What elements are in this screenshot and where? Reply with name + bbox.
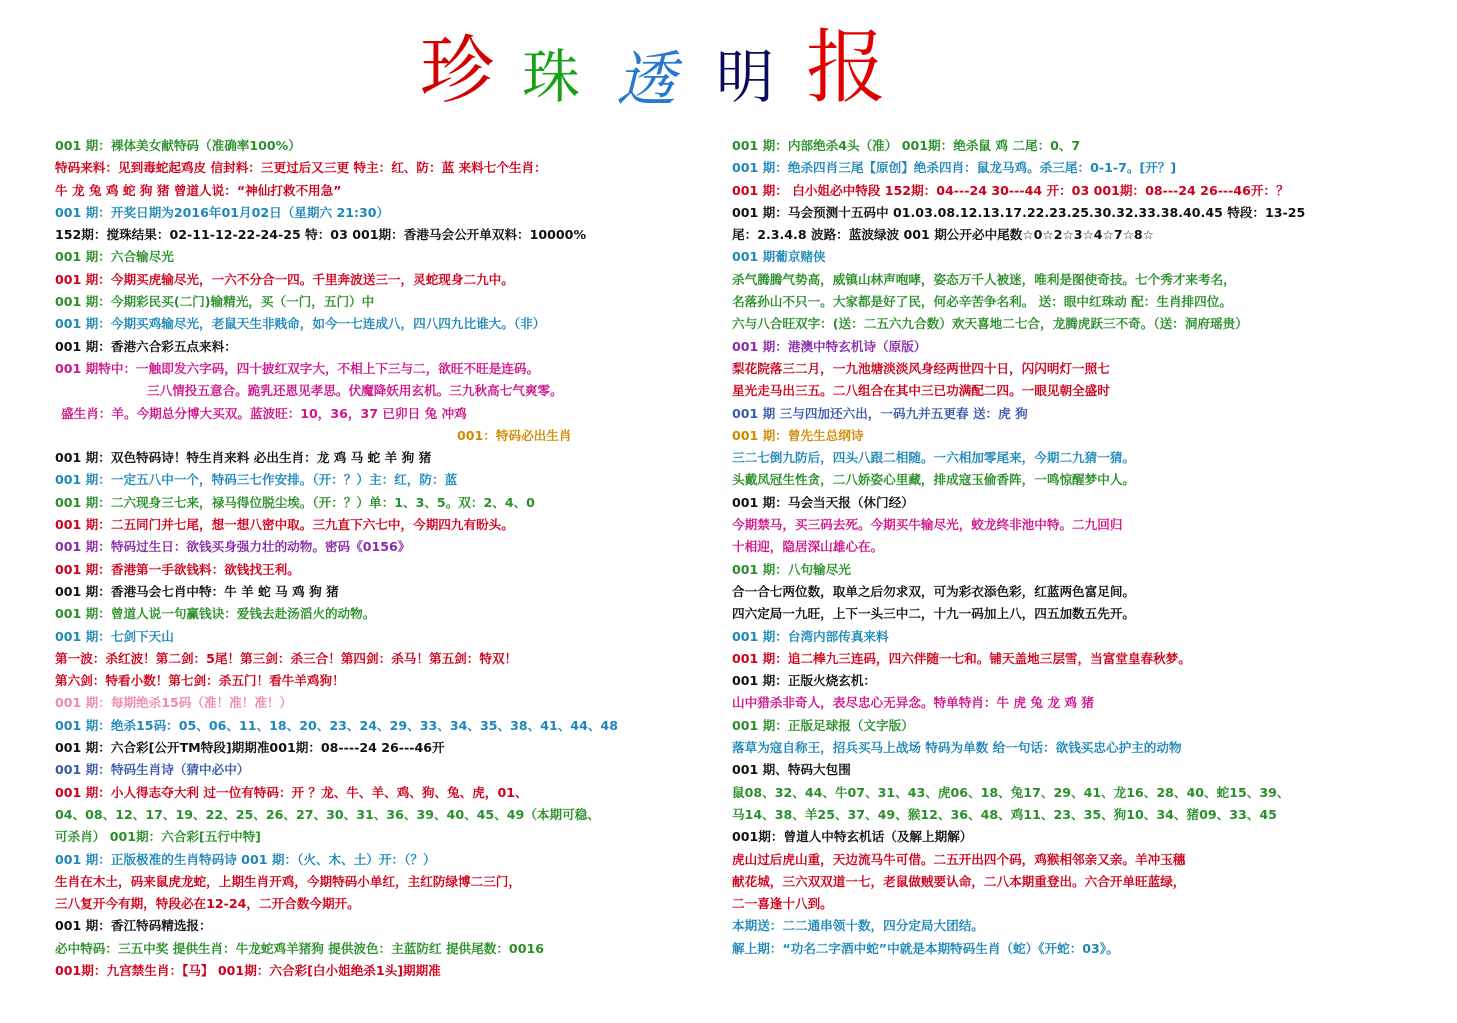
- text-line: 特码来料：见到毒蛇起鸡皮 信封料：三更过后又三更 特主：红、防：蓝 来料七个生肖：: [55, 160, 547, 176]
- text-line: 152期：搅珠结果：02-11-12-22-24-25 特：03 001期：香港马会公开单双料：10000%: [55, 227, 587, 243]
- text-line: 001 期：正版极准的生肖特码诗 001 期：（火、木、土）开：（？）: [55, 851, 436, 867]
- title-char-5: 报: [806, 21, 886, 114]
- text-line: 001 期：香港马会七肖中特：牛 羊 蛇 马 鸡 狗 猪: [55, 583, 339, 599]
- text-line: 本期送：二二通串领十数，四分定局大团结。: [732, 918, 984, 934]
- text-line: 梨花院落三二月，一九池塘淡淡风身经两世四十日，闪闪明灯一照七: [732, 360, 1110, 376]
- text-line: 解上期：“功名二字酒中蛇”中就是本期特码生肖（蛇）《开蛇：03》。: [732, 940, 1119, 956]
- text-line: 001 期：马会当天报（休门经）: [732, 494, 914, 510]
- text-line: 虎山过后虎山重，天边流马牛可借。二五开出四个码，鸡猴相邻亲又亲。羊冲玉穗: [732, 851, 1186, 867]
- text-line: 001 期：绝杀四肖三尾【原创】绝杀四肖：鼠龙马鸡。杀三尾：0-1-7。[开？]: [732, 160, 1177, 176]
- page-title: [420, 21, 900, 118]
- text-line: 001 期：六合彩[公开TM特段]期期准001期：08----24 26---46开: [55, 740, 445, 756]
- text-line: 001 期：每期绝杀15码（准！准！准！）: [55, 695, 293, 711]
- text-line: 落草为寇自称王，招兵买马上战场 特码为单数 给一句话：欲钱买忠心护主的动物: [732, 740, 1182, 756]
- text-line: 001 期：二六现身三七来，禄马得位脱尘埃。（开：？）单：1、3、5。双：2、4、0: [55, 494, 535, 510]
- text-line: 生肖在木土，码来鼠虎龙蛇，上期生肖开鸡，今期特码小单红，主红防绿博二三门，: [55, 873, 521, 889]
- text-line: 001 期：追二棒九三连码，四六伴随一七和。铺天盖地三层雪，当富堂皇春秋梦。: [732, 650, 1191, 666]
- text-line: 牛 龙 兔 鸡 蛇 狗 猪 曾道人说：“神仙打救不用急”: [55, 182, 342, 198]
- text-line: 001 期：特码生肖诗（猜中必中）: [55, 762, 250, 778]
- text-line: 今期禁马，买三码去死。今期买牛输尽光，蛟龙终非池中特。二九回归: [732, 517, 1123, 533]
- text-line: 星光走马出三五。二八组合在其中三已功满配二四。一眼见朝全盛时: [732, 383, 1110, 399]
- text-line: 山中猎杀非奇人，表尽忠心无异念。特单特肖：牛 虎 兔 龙 鸡 猪: [732, 695, 1094, 711]
- text-line: 001 期：六合输尽光: [55, 249, 174, 265]
- text-line: 001 期：绝杀15码：05、06、11、18、20、23、24、29、33、34、35、38、41、44、48: [55, 717, 618, 733]
- text-line: 001 期：一定五八中一个，特码三七作安排。（开：？）主：红，防：蓝: [55, 472, 458, 488]
- text-line: 尾：2.3.4.8 波路：蓝波绿波 001 期公开必中尾数☆0☆2☆3☆4☆7☆8☆: [732, 227, 1154, 243]
- text-line: 001 期：正版足球报（文字版）: [732, 717, 914, 733]
- text-line: 001 期：双色特码诗！特生肖来料 必出生肖：龙 鸡 马 蛇 羊 狗 猪: [55, 450, 432, 466]
- text-line: 001 期：开奖日期为2016年01月02日（星期六 21:30）: [55, 204, 390, 220]
- text-line: 04、08、12、17、19、22、25、26、27、30、31、36、39、40、45、49（本期可稳、: [55, 806, 600, 822]
- text-line: 001期：曾道人中特玄机话（及解上期解）: [732, 829, 973, 845]
- text-line: 三八情投五意合。跪乳还恩见孝思。伏魔降妖用玄机。三九秋高七气爽零。: [147, 383, 563, 399]
- title-char-1: 珍: [420, 28, 494, 114]
- text-line: 二一喜逢十八到。: [732, 896, 833, 912]
- text-line: 001 期：七剑下天山: [55, 628, 174, 644]
- text-line: 四六定局一九旺，上下一头三中二，十九一码加上八，四五加数五先开。: [732, 606, 1135, 622]
- text-line: 十相迎，隐居深山雄心在。: [732, 539, 884, 555]
- text-line: 001 期 三与四加还六出，一码九并五更春 送：虎 狗: [732, 405, 1028, 421]
- text-line: 马14、38、羊25、37、49、猴12、36、48、鸡11、23、35、狗10、34、猪09、33、45: [732, 806, 1277, 822]
- text-line: 001 期：二五同门并七尾，想一想八密中取。三九直下六七中，今期四九有盼头。: [55, 517, 514, 533]
- text-line: 可杀肖） 001期：六合彩[五行中特]: [55, 829, 261, 845]
- text-line: 001 期：今期买鸡输尽光，老鼠天生非贱命，如今一七连成八，四八四九比谁大。（非）: [55, 316, 546, 332]
- text-line: 001 期：曾道人说一句赢钱诀：爱钱去赴汤滔火的动物。: [55, 606, 376, 622]
- text-line: 001 期：内部绝杀4头（准） 001期：绝杀鼠 鸡 二尾：0、7: [732, 138, 1081, 153]
- text-line: 001 期：正版火烧玄机：: [732, 673, 877, 689]
- text-line: 001 期：马会预测十五码中 01.03.08.12.13.17.22.23.25.30.32.33.38.40.45 特段：13-25: [732, 204, 1306, 220]
- text-line: 001 期：香江特码精选报：: [55, 918, 212, 934]
- text-line: 001 期：裸体美女献特码（准确率100%）: [55, 138, 301, 153]
- text-line: 001 期：港澳中特玄机诗（原版）: [732, 338, 927, 354]
- text-line: 鼠08、32、44、牛07、31、43、虎06、18、兔17、29、41、龙16、28、40、蛇15、39、: [732, 784, 1290, 800]
- text-line: 001 期：曾先生总纲诗: [732, 427, 864, 443]
- text-line: 三二七倒九防后，四头八跟二相随。一六相加零尾来，今期二九猜一猜。: [732, 450, 1135, 466]
- text-line: 001 期： 白小姐必中特段 152期：04---24 30---44 开：03 001期：08---24 26---46开：？: [732, 182, 1289, 198]
- text-line: 001 期葡京赌侠: [732, 249, 826, 265]
- right-column: [732, 135, 1422, 960]
- text-line: 盛生肖：羊。今期总分博大买双。蓝波旺：10，36，37 已卯日 兔 冲鸡: [61, 405, 467, 421]
- text-line: 必中特码：三五中奖 提供生肖：牛龙蛇鸡羊猪狗 提供波色：主蓝防红 提供尾数：0016: [55, 940, 544, 956]
- title-char-3: 透: [616, 45, 676, 115]
- text-line: 001 期：今期买虎输尽光，一六不分合一四。千里奔波送三一，灵蛇现身二九中。: [55, 271, 514, 287]
- text-line: 头戴凤冠生性贪，二八娇姿心里藏，排成寇玉偷香阵，一鸣惊醒梦中人。: [732, 472, 1135, 488]
- left-column: [55, 135, 695, 982]
- text-line: 001期：九宫禁生肖：【马】 001期：六合彩[白小姐绝杀1头]期期准: [55, 962, 441, 978]
- title-char-4: 明: [716, 43, 775, 111]
- text-line: 001 期：小人得志夺大利 过一位有特码：开 ？龙、牛、羊、鸡、狗、兔、虎，01、: [55, 784, 528, 800]
- text-line: 杀气腾腾气势高，威镇山林声咆哮，姿态万千人被迷，唯利是图使奇技。七个秀才来考名，: [732, 271, 1236, 287]
- title-char-2: 珠: [522, 43, 581, 111]
- text-line: 六与八合旺双字：(送：二五六九合数）欢天喜地二七合，龙腾虎跃三不奇。（送：洞府瑶贵）: [732, 316, 1248, 332]
- text-line: 001 期、特码大包围: [732, 762, 851, 778]
- text-line: 001 期特中：一触即发六字码，四十披红双字大，不相上下三与二，欲旺不旺是连码。: [55, 360, 540, 376]
- text-line: 001 期：八句输尽光: [732, 561, 851, 577]
- text-line: 001 期：香港六合彩五点来料：: [55, 338, 237, 354]
- text-line: 献花城，三六双双道一七，老鼠做贼要认命，二八本期重登出。六合开单旺蓝绿，: [732, 873, 1186, 889]
- text-line: 001 期：特码过生日：欲钱买身强力壮的动物。密码《0156》: [55, 539, 411, 555]
- text-line: 合一合七两位数，取单之后勿求双，可为彩衣添色彩，红蓝两色富足间。: [732, 583, 1135, 599]
- text-line: 第一波：杀红波！第二剑：5尾！第三剑：杀三合！第四剑：杀马！第五剑：特双！: [55, 650, 518, 666]
- text-line: 001 期：香港第一手欲钱料：欲钱找王利。: [55, 561, 300, 577]
- text-line: 三八复开今有期，特段必在12-24，二开合数今期开。: [55, 896, 360, 912]
- text-line: 001：特码必出生肖: [457, 427, 572, 443]
- text-line: 001 期：台湾内部传真来料: [732, 628, 889, 644]
- text-line: 001 期：今期彩民买(二门)输精光，买（一门，五门）中: [55, 294, 375, 310]
- text-line: 名落孙山不只一。大家都是好了民，何必辛苦争名利。 送：眼中红珠动 配：生肖排四位。: [732, 294, 1232, 310]
- text-line: 第六剑：特看小数！第七剑：杀五门！看牛羊鸡狗！: [55, 673, 345, 689]
